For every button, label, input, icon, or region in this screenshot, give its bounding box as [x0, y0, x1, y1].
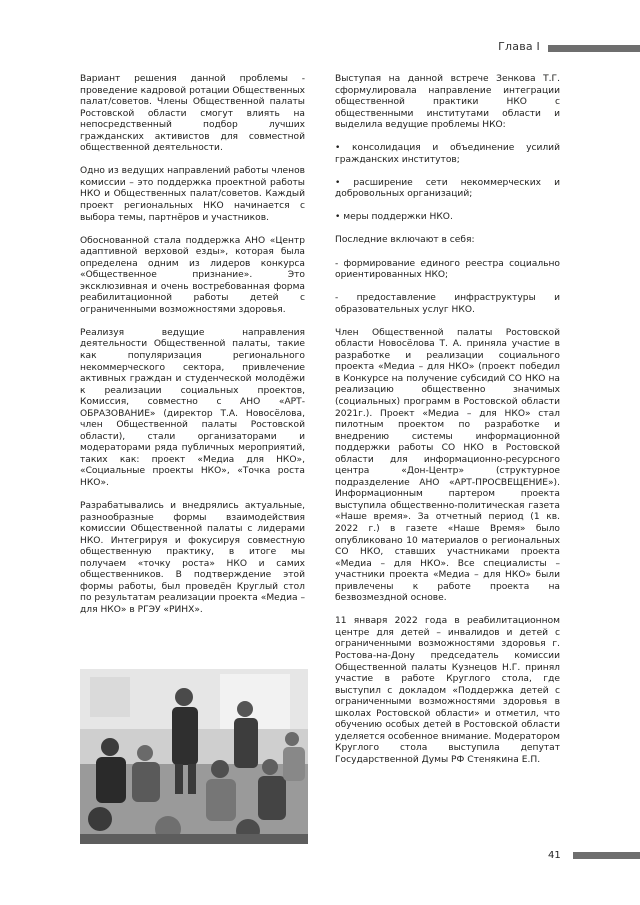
header-decor-bar: [548, 45, 640, 52]
list-item: - предоставление инфраструктуры и образовательных услуг НКО.: [335, 293, 560, 315]
paragraph: Последние включают в себя:: [335, 235, 475, 246]
paragraph: Разрабатывались и внедрялись актуальные, разнообразные формы взаимодействия комиссии Общественной палаты с лидерами НКО. Интегрируя и фокусируя совместную общественную практику, в итоге мы получаем «точку роста» НКО и самих общественников. В подтверждение этой формы работы, был проведён Круглый стол по результатам реализации проекта «Медиа – для НКО» в РГЭУ «РИНХ».: [80, 501, 305, 615]
list-item: - формирование единого реестра социально ориентированных НКО;: [335, 258, 560, 281]
left-column: [80, 74, 305, 628]
chapter-label: Глава I: [498, 40, 540, 53]
footer-decor-bar: [573, 852, 640, 859]
paragraph: Член Общественной палаты Ростовской области Новосёлова Т. А. приняла участие в разработке и реализации социального проекта «Медиа – для НКО» (проект победил в Конкурсе на получение субсидий СО НКО на реализацию общественно значимых (социальных) программ в Ростовской области 2021г.). Проект «Медиа – для НКО» стал пилотным проектом по разработке и внедрению системы информационной поддержки работы СО НКО в Ростовской области для информационно-ресурсного центра «Дон-Центр» (структурное подразделение АНО «АРТ-ПРОСВЕЩЕНИЕ»). Информационным партером проекта выступила общественно-политическая газета «Наше время». За отчетный период (1 кв. 2022 г.) в газете «Наше Время» было опубликовано 10 материалов о региональных СО НКО, ставших участниками проекта «Медиа – для НКО». Все специалисты – участники проекта «Медиа – для НКО» были привлечены к работе проекта на безвозмездной основе.: [335, 327, 560, 604]
paragraph: Реализуя ведущие направления деятельности Общественной палаты, такие как популяризация регионального некоммерческого сектора, привлечение активных граждан и студенческой молодёжи к реализации социальных проектов, Комиссия, совместно с АНО «АРТ-ОБРАЗОВАНИЕ» (директор Т.А. Новосёлова, член Общественной палаты Ростовской области), стали организаторами и модераторами ряда публичных мероприятий, таких как: проект «Медиа для НКО», «Социальные проекты НКО», «Точка роста НКО».: [80, 327, 305, 488]
list-item: • консолидация и объединение усилий гражданских институтов;: [335, 143, 560, 165]
paragraph: 11 января 2022 года в реабилитационном центре для детей – инвалидов и детей с ограниченными возможностями здоровья г. Ростова-на-Дону председатель комиссии Общественной палаты Кузнецов Н.Г. принял участие в работе Круглого стола, где выступил с докладом «Поддержка детей с ограниченными возможностями здоровья в школах Ростовской области» и отметил, что обучению особых детей в Ростовской области уделяется особенное внимание. Модератором Круглого стола выступила депутат Государственной Думы РФ Стенякина Е.П.: [335, 616, 560, 765]
list-item: • меры поддержки НКО.: [335, 212, 453, 223]
page-number: 41: [548, 850, 561, 861]
paragraph: Одно из ведущих направлений работы членов комиссии – это поддержка проектной работы НКО и Общественных палат/советов. Каждый проект региональных НКО начинается с выбора темы, партнёров и участников.: [80, 166, 305, 223]
paragraph: Вариант решения данной проблемы - проведение кадровой ротации Общественных палат/советов. Члены Общественной палаты Ростовской области смогут влиять на непосредственный подбор лучших гражданских активистов для совместной общественной деятельности.: [80, 74, 305, 154]
right-column: [335, 74, 560, 778]
paragraph: Обоснованной стала поддержка АНО «Центр адаптивной верховой езды», которая была определена одним из лидеров конкурса «Общественное признание». Это эксклюзивная и очень востребованная форма реабилитационной работы детей с ограниченными возможностями здоровья.: [80, 235, 305, 315]
round-table-photo: [80, 669, 308, 844]
list-item: • расширение сети некоммерческих и добровольных организаций;: [335, 177, 560, 200]
paragraph: Выступая на данной встрече Зенкова Т.Г. сформулировала направление интеграции общественной практики НКО с общественными институтами области и выделила ведущие проблемы НКО:: [335, 74, 560, 131]
photo-illustration: [80, 669, 308, 844]
